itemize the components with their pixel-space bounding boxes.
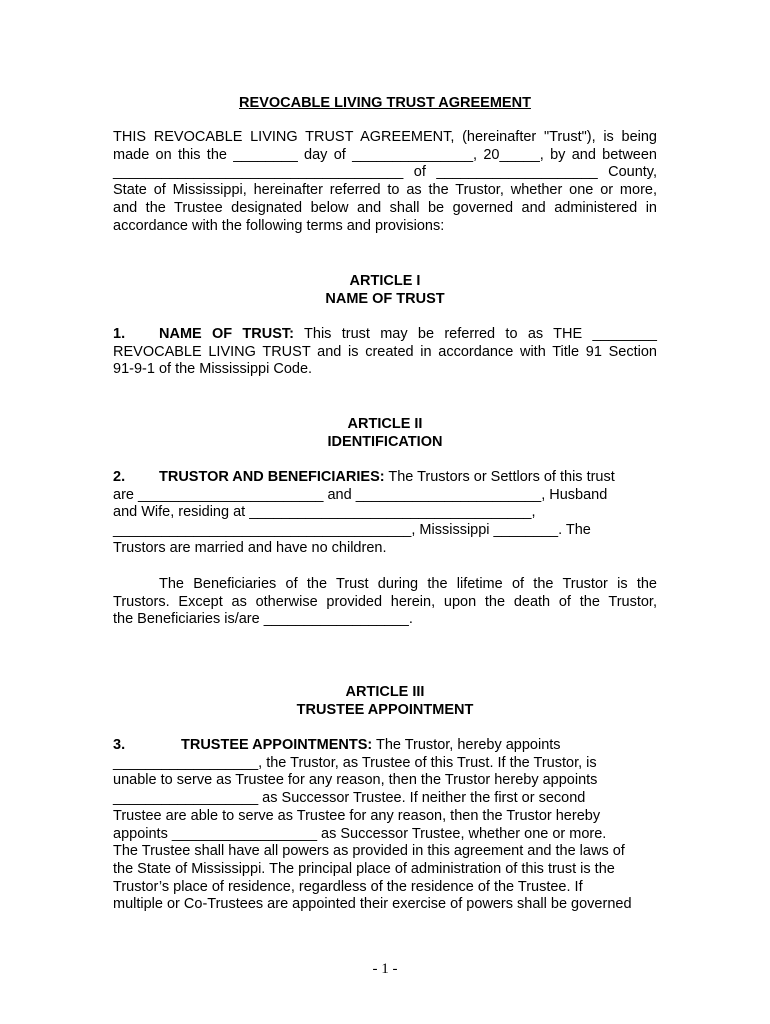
intro-line: THIS REVOCABLE LIVING TRUST AGREEMENT, (hereinafter "Trust"), is being xyxy=(113,129,657,145)
section-line: are _______________________ and _______________________, Husband xyxy=(113,486,608,503)
section-3-paragraph xyxy=(113,737,657,914)
section-text: The Trustor, hereby appoints xyxy=(372,737,561,753)
beneficiaries-paragraph xyxy=(113,576,657,629)
section-line: the State of Mississippi. The principal place of administration of this trust is the xyxy=(113,860,615,877)
section-line: The Trustee shall have all powers as provided in this agreement and the laws of xyxy=(113,843,625,860)
article-number: ARTICLE I xyxy=(349,273,421,289)
document-title: REVOCABLE LIVING TRUST AGREEMENT xyxy=(239,95,531,111)
paragraph-line: The Beneficiaries of the Trust during the lifetime of the Trustor is the xyxy=(159,576,657,592)
section-line: REVOCABLE LIVING TRUST and is created in accordance with Title 91 Section xyxy=(113,343,657,360)
section-line: unable to serve as Trustee for any reason, then the Trustor hereby appoints xyxy=(113,772,598,789)
section-line: __________________, the Trustor, as Trustee of this Trust. If the Trustor, is xyxy=(113,754,597,771)
section-heading: NAME OF TRUST: xyxy=(159,326,294,342)
section-line: multiple or Co-Trustees are appointed their exercise of powers shall be governed xyxy=(113,896,632,913)
section-line: and Wife, residing at ___________________________________, xyxy=(113,504,536,521)
section-heading: TRUSTEE APPOINTMENTS: xyxy=(181,737,373,753)
intro-paragraph xyxy=(113,129,657,235)
intro-line: made on this the ________ day of _______________, 20_____, by and between xyxy=(113,146,657,163)
section-line: _____________________________________, Mississippi ________. The xyxy=(113,522,591,539)
section-number: 1. xyxy=(113,326,126,342)
intro-line: accordance with the following terms and provisions: xyxy=(113,217,445,234)
section-line: 91-9-1 of the Mississippi Code. xyxy=(113,361,313,378)
page-number: - 1 - xyxy=(372,961,398,977)
section-line: Trustee are able to serve as Trustee for any reason, then the Trustor hereby xyxy=(113,807,601,824)
section-2-paragraph xyxy=(113,469,657,558)
section-heading: TRUSTOR AND BENEFICIARIES: xyxy=(159,469,385,485)
section-text: The Trustors or Settlors of this trust xyxy=(384,469,615,485)
section-line: Trustors are married and have no children. xyxy=(113,539,387,556)
article-2-heading xyxy=(113,415,657,451)
article-number: ARTICLE III xyxy=(345,684,425,700)
section-text: This trust may be referred to as THE ________ xyxy=(304,326,657,342)
section-number: 2. xyxy=(113,469,126,485)
intro-line: ____________________________________ of ____________________ County, xyxy=(113,164,657,181)
article-number: ARTICLE II xyxy=(347,416,423,432)
article-1-heading xyxy=(113,272,657,308)
section-line: Trustor’s place of residence, regardless of the residence of the Trustee. If xyxy=(113,878,583,895)
article-name: NAME OF TRUST xyxy=(325,291,445,307)
article-name: IDENTIFICATION xyxy=(327,434,443,450)
intro-line: State of Mississippi, hereinafter referred to as the Trustor, whether one or more, xyxy=(113,182,657,199)
section-line: appoints __________________ as Successor Trustee, whether one or more. xyxy=(113,825,607,842)
section-1-paragraph xyxy=(113,326,657,379)
section-number: 3. xyxy=(113,737,126,753)
article-3-heading xyxy=(113,683,657,719)
intro-line: and the Trustee designated below and shall be governed and administered in xyxy=(113,199,657,216)
section-line: __________________ as Successor Trustee. If neither the first or second xyxy=(113,790,586,807)
paragraph-line: the Beneficiaries is/are __________________. xyxy=(113,611,413,628)
paragraph-line: Trustors. Except as otherwise provided herein, upon the death of the Trustor, xyxy=(113,593,657,610)
article-name: TRUSTEE APPOINTMENT xyxy=(296,702,474,718)
